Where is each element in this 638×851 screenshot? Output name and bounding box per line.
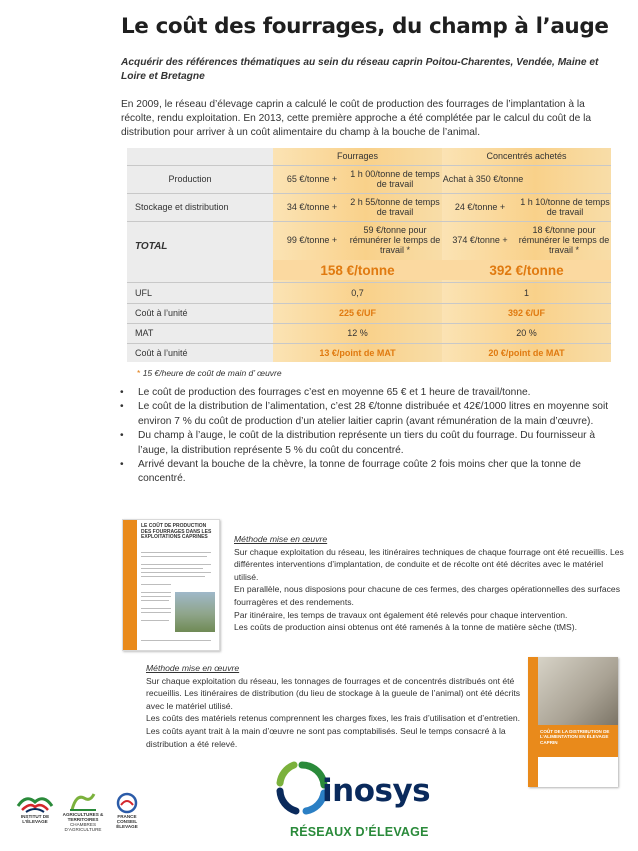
total-concentre-time: 18 €/tonne pour rémunérer le temps de travail * [518,225,610,255]
list-item: • Arrivé devant la bouche de la chèvre, la tonne de fourrage coûte 2 fois moins cher que la tonne de concentré. [118,458,618,487]
method-line: Sur chaque exploitation du réseau, les itinéraires techniques de chaque fourrage ont été recueillis. Les différentes interventions d’implantation, de conduite et de récolte ont été décrites avec le matériel utilisé. [234,546,624,582]
cost-table [127,148,611,362]
stockage-concentre-cost: 24 €/tonne + [454,202,506,212]
row-label-production: Production [168,174,212,184]
page-title: Le coût des fourrages, du champ à l’auge [121,14,609,39]
mat-fourrage: 12 % [347,328,368,338]
ufl-fourrage: 0,7 [351,288,364,298]
method-line: Par itinéraire, les temps de travaux ont également été relevés pour chaque intervention. [234,609,568,620]
stockage-concentre-time: 1 h 10/tonne de temps de travail [520,197,610,217]
chambres-agriculture-logo [61,792,105,838]
total-fourrage-time: 59 €/tonne pour rémunérer le temps de travail * [349,225,441,255]
forage-cost-document-thumbnail [122,519,220,651]
cout-ufl-fourrage: 225 €/UF [338,308,377,318]
list-item: • Le coût de la distribution de l’alimentation, c’est 28 €/tonne distribuée et 42€/1000 litres en moyenne soit environ 7 % du coût de production d’un atelier laitier caprin (avant rémunération de la main d’œuvre). [118,400,618,429]
production-fourrage-cost: 65 €/tonne + [286,174,338,184]
method-line: Sur chaque exploitation du réseau, les tonnages de fourrages et de concentrés distribués ont été recueillis. Les itinéraires de distribution (du lieu de stockage à la gueule de l’animal) ont été décrits avec le matériel utilisé. [146,675,521,711]
chambres-label: AGRICULTURES & TERRITOIRES [62,812,104,822]
row-label-total: TOTAL [135,240,168,252]
row-label-ufl: UFL [135,288,153,298]
france-conseil-elevage-icon [115,792,139,814]
method-block-fourrages [234,533,626,634]
production-fourrage-time: 1 h 00/tonne de temps de travail [350,169,440,189]
page-subtitle: Acquérir des références thématiques au sein du réseau caprin Poitou-Charentes, Vendée, Maine et Loire et Bretagne [121,57,599,82]
method-block-distribution [146,662,524,750]
chambres-agriculture-icon [68,792,98,812]
goats-photo [538,657,618,725]
cout-mat-fourrage: 13 €/point de MAT [319,348,396,358]
method-heading: Méthode mise en œuvre [234,534,328,544]
france-conseil-elevage-logo [107,792,147,838]
doc1-title: LE COÛT DE PRODUCTION DES FOURRAGES DANS LES EXPLOITATIONS CAPRINES [141,523,212,541]
total-concentre-cost: 374 €/tonne + [452,235,508,245]
stockage-fourrage-time: 2 h 55/tonne de temps de travail [350,197,440,217]
inosys-tagline: RÉSEAUX D’ÉLEVAGE [290,825,429,839]
institut-elevage-icon [16,792,54,814]
total-fourrage-per-tonne: 158 €/tonne [320,262,395,278]
row-label-mat: MAT [135,328,154,338]
production-concentre-cost: Achat à 350 €/tonne [442,174,524,184]
institut-elevage-logo [14,792,56,838]
col-header-fourrages: Fourrages [336,151,379,161]
intro-paragraph: En 2009, le réseau d’élevage caprin a calculé le coût de production des fourrages de l’implantation à la récolte, rendu exploitation. En 2013, cette première approche a été complétée par le calcul du coût de la distribution pour arriver à un coût alimentaire du champ à la bouche de l’animal. [121,99,592,138]
key-findings-list [118,386,618,487]
total-fourrage-cost: 99 €/tonne + [286,235,338,245]
cout-ufl-concentre: 392 €/UF [507,308,546,318]
inosys-wordmark: inosys [322,773,431,809]
ufl-concentre: 1 [523,288,529,298]
table-footnote [137,368,282,378]
list-item: • Du champ à l’auge, le coût de la distribution représente un tiers du coût du fourrage. Du fournisseur à l’auge, la distribution représente 5 % du coût du concentré. [118,429,618,458]
method-line: En parallèle, nous disposions pour chacune de ces fermes, des charges opérationnelles des surfaces fourragères et des rendements. [234,584,620,607]
method-line: Les coûts des matériels retenus comprennent les charges fixes, les frais d’utilisation et d’entretien. Les coûts ayant trait à la main d’œuvre ne sont pas comptabilisés. Seul le temps consacré à la distribution a été relevé. [146,713,521,749]
goat-pasture-photo [175,592,215,632]
institut-elevage-label: INSTITUT DE L’ÉLEVAGE [20,814,50,824]
distribution-cost-document-thumbnail [528,657,618,787]
footnote-star: * [137,368,141,378]
total-concentre-per-tonne: 392 €/tonne [489,262,564,278]
cout-mat-concentre: 20 €/point de MAT [488,348,565,358]
inosys-logo [270,753,440,845]
row-label-stockage: Stockage et distribution [135,202,229,212]
doc2-title: COÛT DE LA DISTRIBUTION DE L’ALIMENTATION EN ÉLEVAGE CAPRIN [540,729,610,745]
list-item: • Le coût de production des fourrages c’est en moyenne 65 € et 1 heure de travail/tonne. [118,386,618,400]
chambres-sub-label: CHAMBRES D’AGRICULTURE [64,822,102,832]
col-header-concentres: Concentrés achetés [486,151,567,161]
row-label-cout-mat: Coût à l’unité [135,348,188,358]
row-label-cout-ufl: Coût à l’unité [135,308,188,318]
method-heading: Méthode mise en œuvre [146,663,240,673]
method-line: Les coûts de production ainsi obtenus ont été ramenés à la tonne de matière sèche (tMS). [234,622,577,633]
france-conseil-label: FRANCE CONSEIL ÉLEVAGE [116,814,138,829]
footnote-text: 15 €/heure de coût de main d’ œuvre [142,368,282,378]
mat-concentre: 20 % [516,328,537,338]
stockage-fourrage-cost: 34 €/tonne + [286,202,338,212]
